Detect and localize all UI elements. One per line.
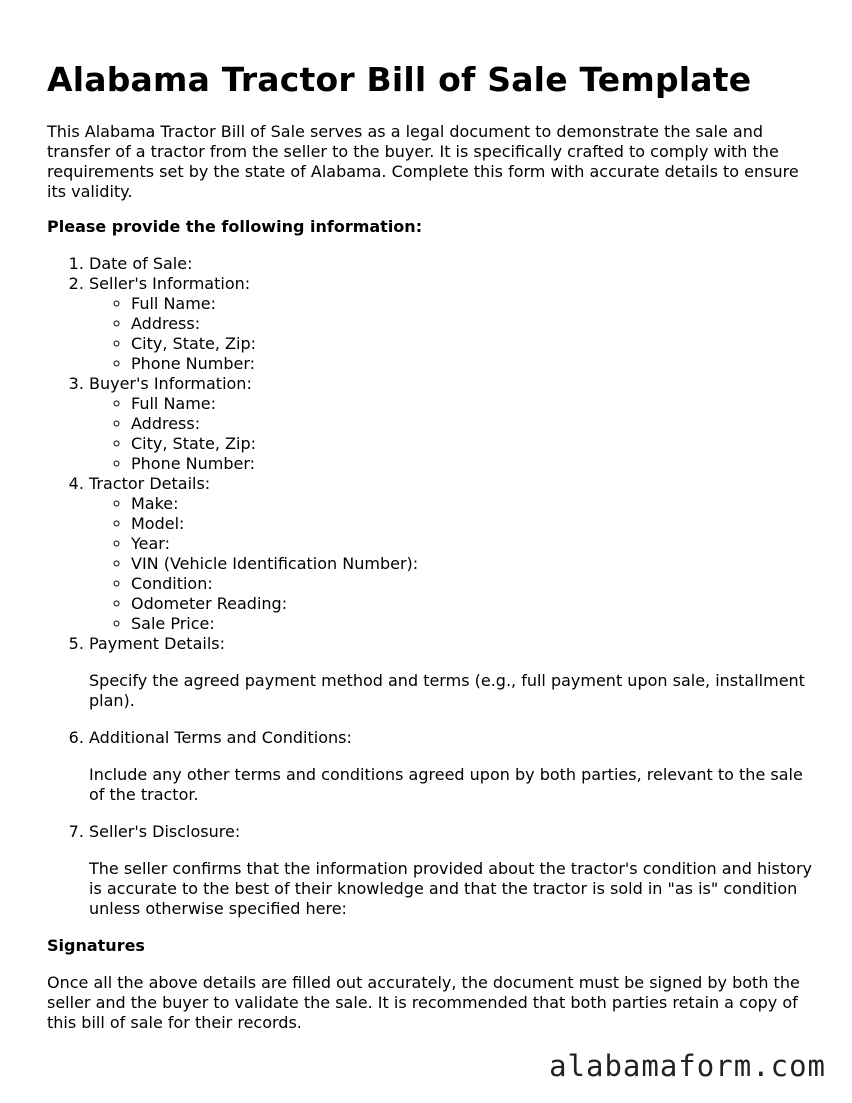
buyer-fields xyxy=(89,394,817,474)
site-watermark: alabamaform.com xyxy=(549,1049,826,1083)
tractor-odometer-reading: ◦ Odometer Reading: xyxy=(131,594,817,614)
list-item-date-of-sale xyxy=(89,254,817,274)
information-list xyxy=(47,254,817,919)
payment-details-text: Specify the agreed payment method and terms (e.g., full payment upon sale, installment plan). xyxy=(89,671,805,710)
date-of-sale-label: Date of Sale: xyxy=(89,254,193,273)
page-title: Alabama Tractor Bill of Sale Template xyxy=(47,60,752,99)
seller-full-name: ◦ Full Name: xyxy=(131,294,817,314)
intro-paragraph: This Alabama Tractor Bill of Sale serves as a legal document to demonstrate the sale and transfer of a tractor from the seller to the buyer. It is specifically crafted to comply with the requirements set by the state of Alabama. Complete this form with accurate details to ensure its validity. xyxy=(47,122,799,201)
tractor-year: ◦ Year: xyxy=(131,534,817,554)
tractor-sale-price: ◦ Sale Price: xyxy=(131,614,817,634)
list-item-additional-terms xyxy=(89,728,817,805)
buyer-city-state-zip: ◦ City, State, Zip: xyxy=(131,434,817,454)
tractor-fields xyxy=(89,494,817,634)
buyer-information-label: Buyer's Information: xyxy=(89,374,252,393)
payment-details-label: Payment Details: xyxy=(89,634,225,653)
seller-city-state-zip: ◦ City, State, Zip: xyxy=(131,334,817,354)
document xyxy=(47,58,817,1033)
seller-disclosure-label: Seller's Disclosure: xyxy=(89,822,241,841)
list-item-payment-details xyxy=(89,634,817,711)
signatures-paragraph: Once all the above details are filled out accurately, the document must be signed by both the seller and the buyer to validate the sale. It is recommended that both parties retain a copy of this bill of sale for their records. xyxy=(47,973,800,1032)
list-item-seller-disclosure xyxy=(89,822,817,919)
tractor-vin: ◦ VIN (Vehicle Identification Number): xyxy=(131,554,817,574)
tractor-make: ◦ Make: xyxy=(131,494,817,514)
tractor-condition: ◦ Condition: xyxy=(131,574,817,594)
seller-information-label: Seller's Information: xyxy=(89,274,251,293)
signatures-heading: Signatures xyxy=(47,936,145,955)
tractor-details-label: Tractor Details: xyxy=(89,474,211,493)
list-item-tractor-details xyxy=(89,474,817,634)
list-item-seller-information xyxy=(89,274,817,374)
list-item-buyer-information xyxy=(89,374,817,474)
seller-disclosure-text: The seller confirms that the information provided about the tractor's condition and history is accurate to the best of their knowledge and that the tractor is sold in "as is" condition unless otherwise specified here: xyxy=(89,859,812,918)
buyer-phone-number: ◦ Phone Number: xyxy=(131,454,817,474)
tractor-model: ◦ Model: xyxy=(131,514,817,534)
seller-phone-number: ◦ Phone Number: xyxy=(131,354,817,374)
seller-fields xyxy=(89,294,817,374)
additional-terms-label: Additional Terms and Conditions: xyxy=(89,728,352,747)
instruction-heading: Please provide the following information: xyxy=(47,217,423,236)
seller-address: ◦ Address: xyxy=(131,314,817,334)
buyer-full-name: ◦ Full Name: xyxy=(131,394,817,414)
additional-terms-text: Include any other terms and conditions agreed upon by both parties, relevant to the sale of the tractor. xyxy=(89,765,803,804)
buyer-address: ◦ Address: xyxy=(131,414,817,434)
